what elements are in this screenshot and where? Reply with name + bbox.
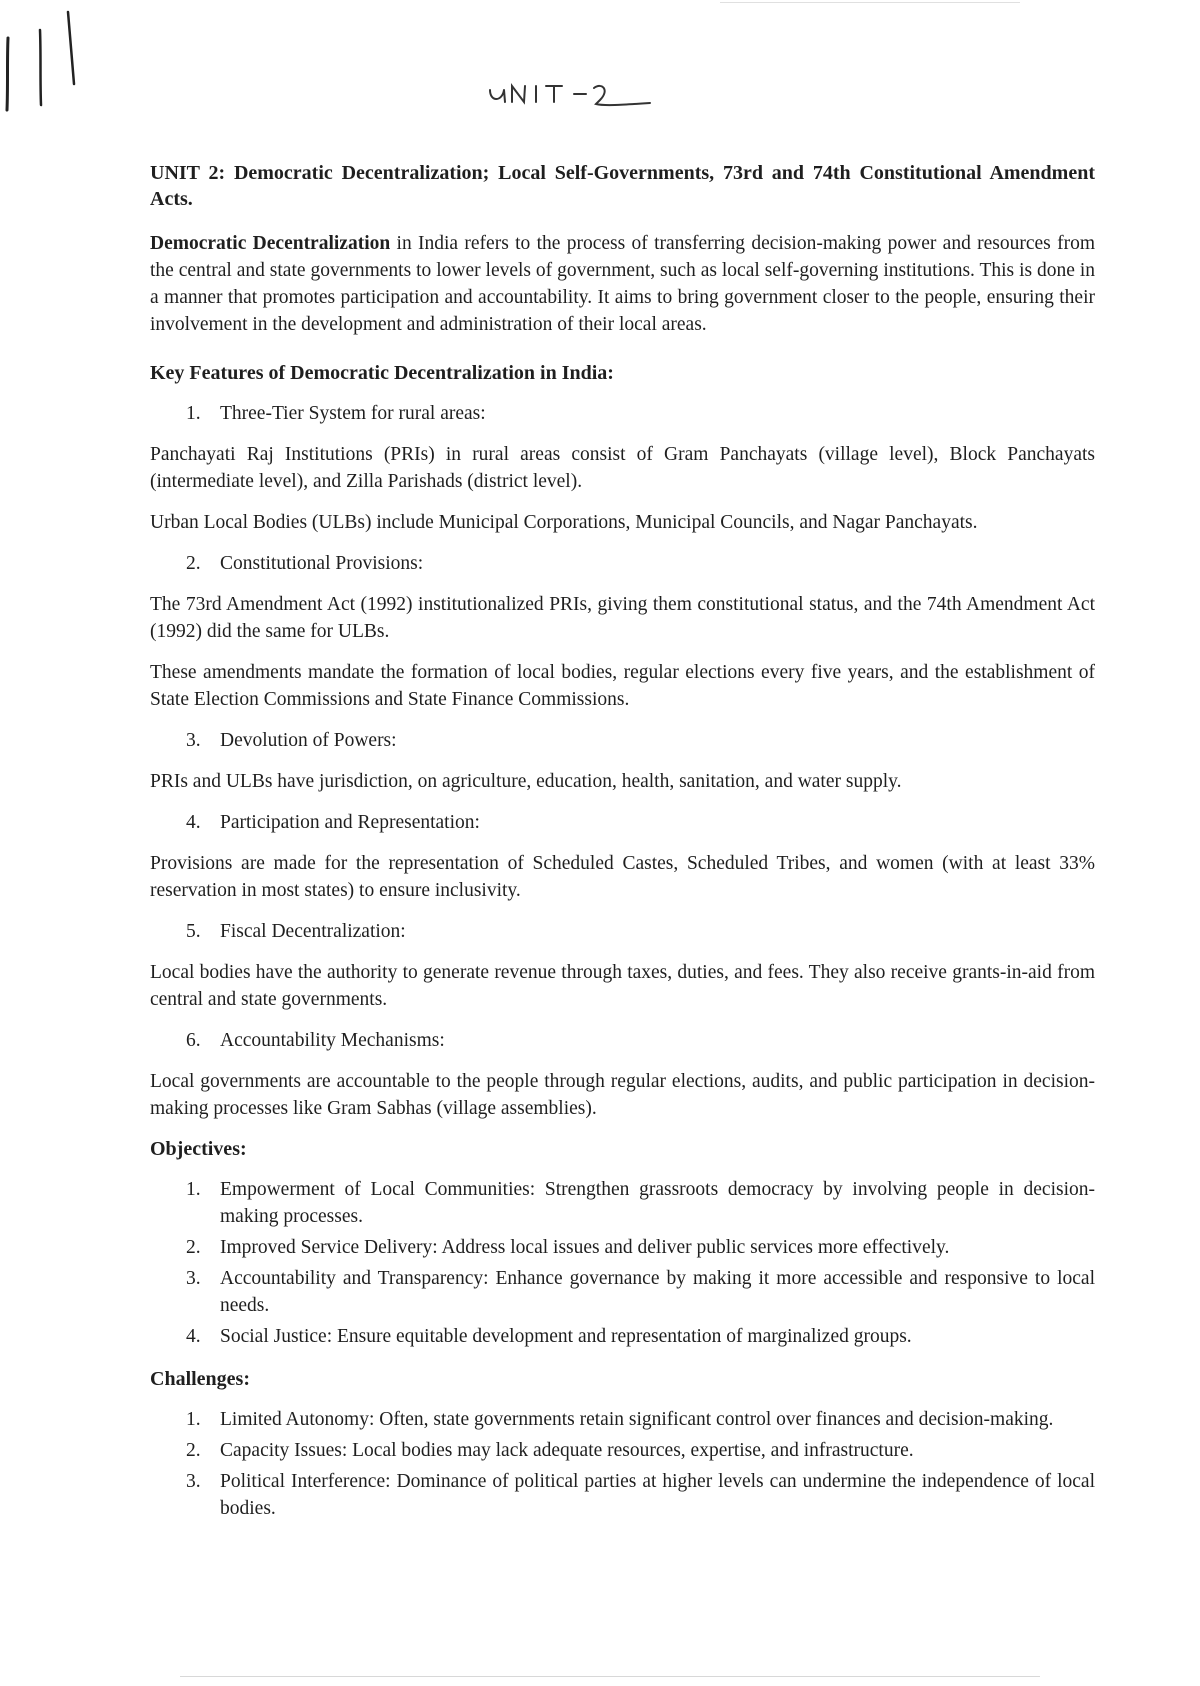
feature-item [186,1027,1095,1054]
list-item [186,1176,1095,1230]
intro-text: in India refers to the process of transferring decision-making power and resources from the central and state governments to lower levels of government, such as local self-governing institutions. This is done in a manner that promotes participation and accountability. It aims to bring government closer to the people, ensuring their involvement in the development and administration of their local areas. [150,233,1095,335]
feature-paragraph: Panchayati Raj Institutions (PRIs) in rural areas consist of Gram Panchayats (village level), Block Panchayats (intermediate level), and Zilla Parishads (district level). [150,444,1095,492]
list-item-number: 3. [186,1471,201,1492]
intro-term: Democratic Decentralization [150,233,391,254]
feature-item [186,550,1095,577]
feature-label: Participation and Representation: [220,812,480,833]
list-item-text: Limited Autonomy: Often, state governments retain significant control over finances and decision-making. [220,1409,1054,1430]
handwritten-unit-label [470,72,670,116]
list-item-number: 4. [186,1326,201,1347]
feature-number: 4. [186,812,201,833]
list-item-text: Capacity Issues: Local bodies may lack adequate resources, expertise, and infrastructure. [220,1440,914,1461]
feature-label: Constitutional Provisions: [220,553,424,574]
list-item-number: 1. [186,1179,201,1200]
list-item [186,1323,1095,1350]
list-item-number: 1. [186,1409,201,1430]
feature-item [186,918,1095,945]
scan-edge-line [180,1676,1040,1677]
feature-number: 1. [186,403,201,424]
challenges-list [150,1406,1095,1522]
feature-label: Accountability Mechanisms: [220,1030,445,1051]
margin-pen-marks [0,0,90,140]
challenges-heading: Challenges: [150,1368,250,1390]
list-item-text: Accountability and Transparency: Enhance governance by making it more accessible and responsive to local needs. [220,1268,1095,1316]
key-features-heading: Key Features of Democratic Decentralization in India: [150,362,614,384]
objectives-list [150,1176,1095,1350]
document-title: UNIT 2: Democratic Decentralization; Local Self-Governments, 73rd and 74th Constitutional Amendment Acts. [150,162,1095,210]
scan-edge-line [720,2,1020,3]
list-item [186,1265,1095,1319]
list-item [186,1234,1095,1261]
feature-item [186,727,1095,754]
list-item [186,1437,1095,1464]
feature-paragraph: PRIs and ULBs have jurisdiction, on agriculture, education, health, sanitation, and water supply. [150,771,902,792]
feature-number: 2. [186,553,201,574]
list-item-number: 2. [186,1440,201,1461]
document-body [150,160,1095,1538]
feature-paragraph: Local governments are accountable to the people through regular elections, audits, and public participation in decision-making processes like Gram Sabhas (village assemblies). [150,1071,1095,1119]
feature-item [186,809,1095,836]
intro-paragraph [150,230,1095,338]
feature-paragraph: Urban Local Bodies (ULBs) include Municipal Corporations, Municipal Councils, and Nagar Panchayats. [150,512,978,533]
list-item-text: Political Interference: Dominance of political parties at higher levels can undermine the independence of local bodies. [220,1471,1095,1519]
list-item-text: Empowerment of Local Communities: Strengthen grassroots democracy by involving people in decision-making processes. [220,1179,1095,1227]
feature-paragraph: These amendments mandate the formation of local bodies, regular elections every five years, and the establishment of State Election Commissions and State Finance Commissions. [150,662,1095,710]
feature-label: Fiscal Decentralization: [220,921,406,942]
list-item-number: 2. [186,1237,201,1258]
list-item [186,1406,1095,1433]
feature-label: Devolution of Powers: [220,730,397,751]
feature-paragraph: Local bodies have the authority to generate revenue through taxes, duties, and fees. They also receive grants-in-aid from central and state governments. [150,962,1095,1010]
feature-item [186,400,1095,427]
list-item-text: Improved Service Delivery: Address local issues and deliver public services more effectively. [220,1237,950,1258]
list-item [186,1468,1095,1522]
feature-number: 3. [186,730,201,751]
feature-number: 5. [186,921,201,942]
list-item-text: Social Justice: Ensure equitable development and representation of marginalized groups. [220,1326,912,1347]
feature-paragraph: Provisions are made for the representation of Scheduled Castes, Scheduled Tribes, and women (with at least 33% reservation in most states) to ensure inclusivity. [150,853,1095,901]
list-item-number: 3. [186,1268,201,1289]
objectives-heading: Objectives: [150,1138,247,1160]
feature-label: Three-Tier System for rural areas: [220,403,486,424]
feature-number: 6. [186,1030,201,1051]
feature-paragraph: The 73rd Amendment Act (1992) institutionalized PRIs, giving them constitutional status, and the 74th Amendment Act (1992) did the same for ULBs. [150,594,1095,642]
